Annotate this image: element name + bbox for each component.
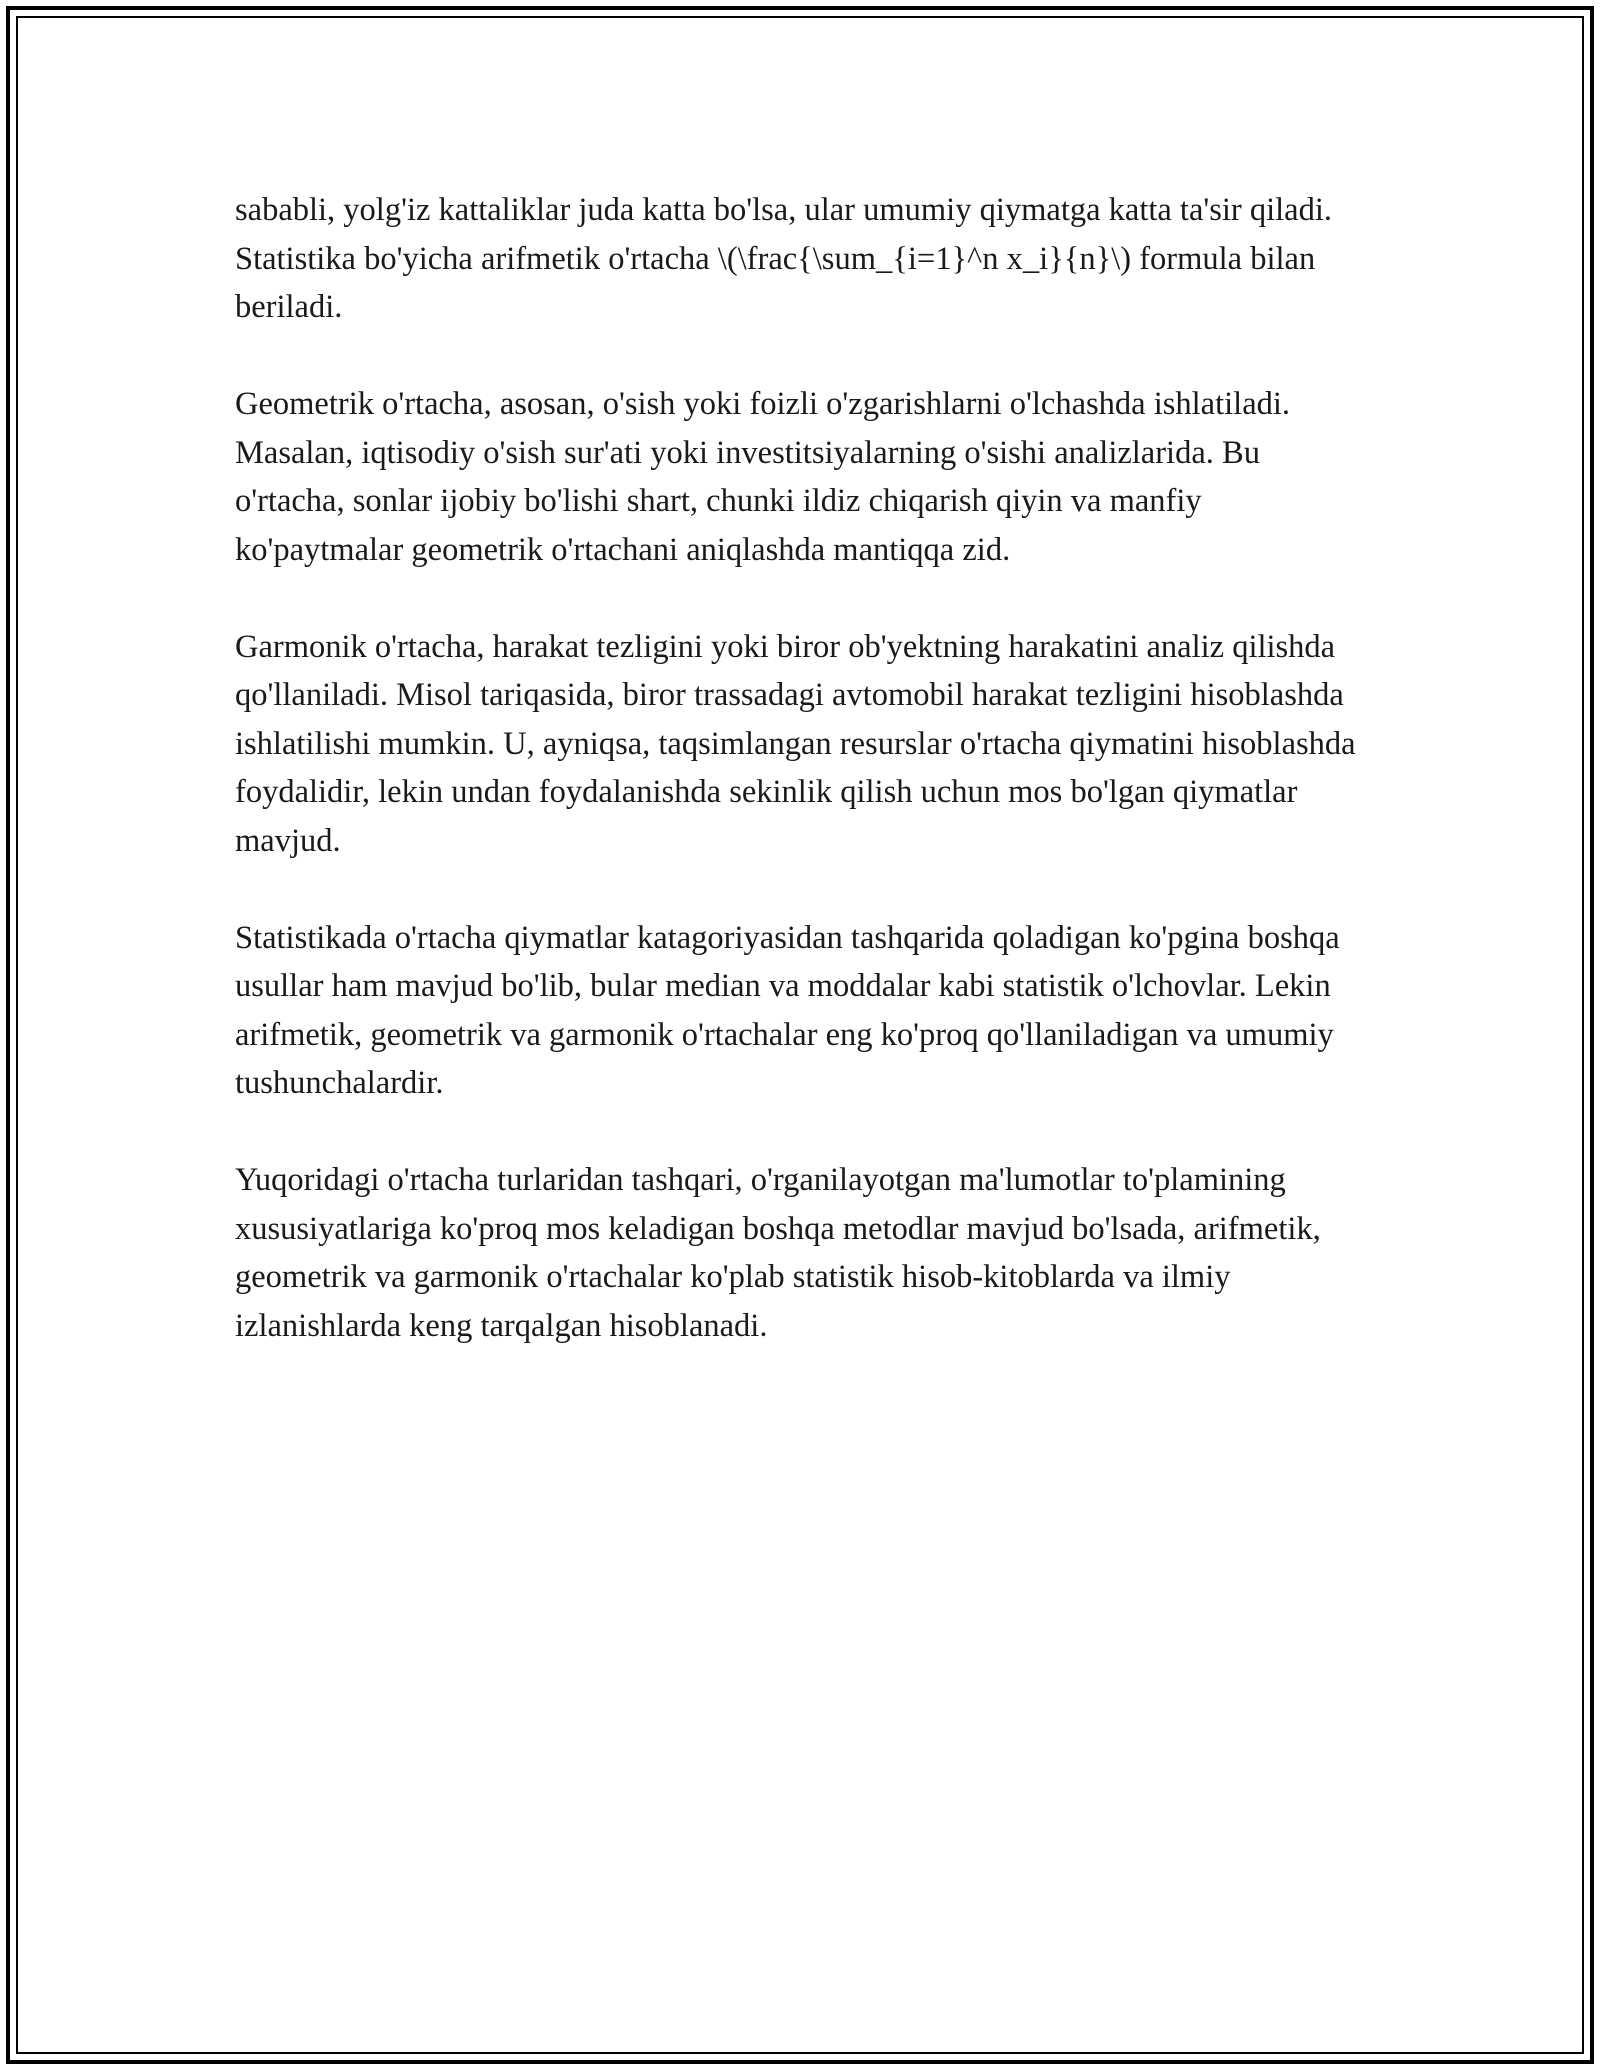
paragraph-other-methods: Statistikada o'rtacha qiymatlar katagoriyasidan tashqarida qoladigan ko'pgina boshqa usullar ham mavjud bo'lib, bular median va moddalar kabi statistik o'lchovlar. Lekin arifmetik, geometrik va garmonik o'rtachalar eng ko'proq qo'llaniladigan va umumiy tushunchalardir.: [235, 919, 1340, 1101]
document-body: [235, 186, 1375, 1399]
paragraph-harmonic-mean: Garmonik o'rtacha, harakat tezligini yoki biror ob'yektning harakatini analiz qilishda qo'llaniladi. Misol tariqasida, biror trassadagi avtomobil harakat tezligini hisoblashda ishlatilishi mumkin. U, ayniqsa, taqsimlangan resurslar o'rtacha qiymatini hisoblashda foydalidir, lekin undan foydalanishda sekinlik qilish uchun mos bo'lgan qiymatlar mavjud.: [235, 628, 1356, 859]
paragraph-conclusion: Yuqoridagi o'rtacha turlaridan tashqari, o'rganilayotgan ma'lumotlar to'plamining xususiyatlariga ko'proq mos keladigan boshqa metodlar mavjud bo'lsada, arifmetik, geometrik va garmonik o'rtachalar ko'plab statistik hisob-kitoblarda va ilmiy izlanishlarda keng tarqalgan hisoblanadi.: [235, 1162, 1321, 1344]
paragraph-arithmetic-mean: sababli, yolg'iz kattaliklar juda katta bo'lsa, ular umumiy qiymatga katta ta'sir qiladi. Statistika bo'yicha arifmetik o'rtacha \(\frac{\sum_{i=1}^n x_i}{n}\) formula bilan beriladi.: [235, 192, 1333, 325]
paragraph-geometric-mean: Geometrik o'rtacha, asosan, o'sish yoki foizli o'zgarishlarni o'lchashda ishlatiladi. Masalan, iqtisodiy o'sish sur'ati yoki investitsiyalarning o'sishi analizlarida. Bu o'rtacha, sonlar ijobiy bo'lishi shart, chunki ildiz chiqarish qiyin va manfiy ko'paytmalar geometrik o'rtachani aniqlashda mantiqqa zid.: [235, 386, 1291, 568]
